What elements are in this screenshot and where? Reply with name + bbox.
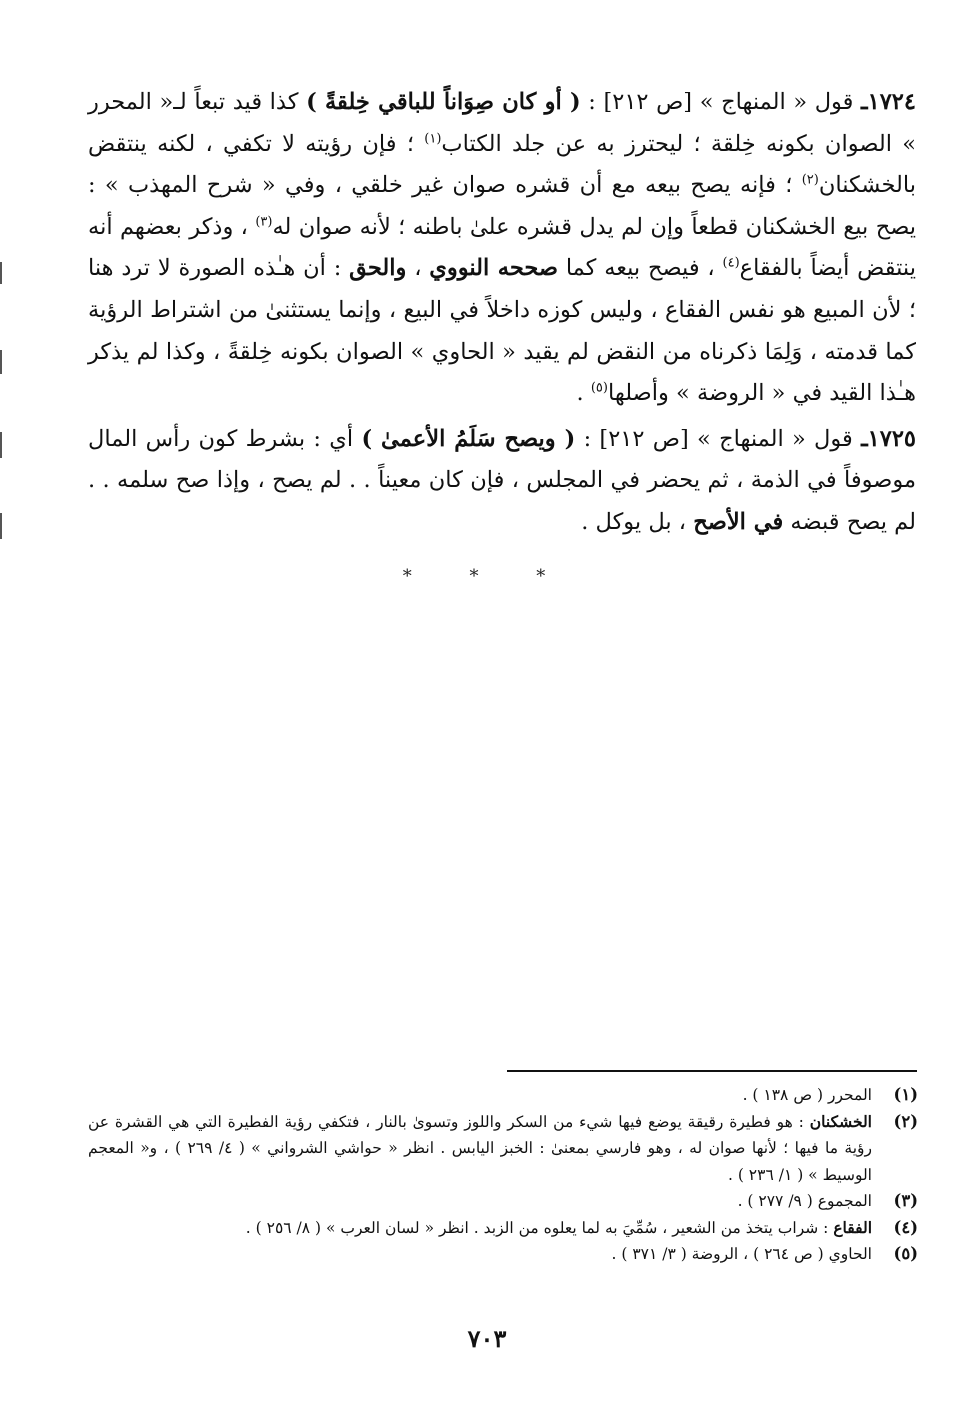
footnote-number: (١) [893, 1085, 918, 1104]
scan-edge-mark [0, 262, 2, 284]
bold-phrase: والحق [349, 255, 407, 282]
scan-edge-mark [0, 432, 2, 458]
footnote-ref[interactable]: (٥) [590, 380, 608, 396]
bold-phrase: صححه النووي [429, 255, 558, 282]
footnote-divider [507, 1070, 917, 1072]
paragraph-1724: ١٧٢٤ـ قول « المنهاج » [ص ٢١٢] : ( أو كان صِوَاناً للباقي خِلقةً ) كذا قيد تبعاً لـ« المحرر » الصوان بكونه خِلقة ؛ ليحترز به عن جلد الكتاب$^{(١)}$ ؛ فإن رؤيته لا تكفي ، لكنه ينتقض بالخشكنان$^{(٢)}$ ؛ فإنه يصح بيعه مع أن قشره صوان غير خلقي ، وفي « شرح المهذب » : يصح بيع الخشكنان قطعاً وإن لم يدل قشره علىٰ باطنه ؛ لأنه صوان له$^{(٣)}$ ، وذكر بعضهم أنه ينتقض أيضاً بالفقاع$^{(٤)}$ ، فيصح بيعه كما صححه النووي ، والحق : أن هـٰذه الصورة لا ترد هنا ؛ لأن المبيع هو نفس الفقاع ، وليس كوزه داخلاً في البيع ، وإنما يستثنىٰ من اشتراط الرؤية كما قدمته ، وَلِمَا ذكرناه من النقض لم يقيد « الحاوي » الصوان بكونه خِلقةً ، وكذا لم يذكر هـٰذا القيد في « الروضة » وأصلها$^{(٥)}$ . [88, 89, 916, 407]
paragraph-number: ١٧٢٤ـ [861, 89, 916, 115]
footnote: (١) المحرر ( ص ١٣٨ ) . [88, 1082, 918, 1109]
footnote-number: (٣) [893, 1191, 918, 1210]
paragraph-number: ١٧٢٥ـ [861, 425, 916, 452]
scan-edge-mark [0, 350, 2, 374]
quoted-matn: ( أو كان صِوَاناً للباقي خِلقةً ) [306, 89, 581, 115]
footnote-term: الفقاع [833, 1217, 872, 1237]
footnote: (٢) الخشكنان : هو فطيرة رقيقة يوضع فيها شيء من السكر واللوز وتسوىٰ بالنار ، فتكفي رؤية الفطيرة التي هي القشرة عن رؤية ما فيها ؛ لأنها صوان له ، وهو فارسي بمعنىٰ : الخبز اليابس . انظر « حواشي الشرواني » ( ٤/ ٢٦٩ ) ، و« المعجم الوسيط » ( ١/ ٢٣٦ ) . [88, 1109, 918, 1189]
quoted-matn: ( ويصح سَلَمُ الأعمىٰ ) [361, 425, 576, 452]
footnote: (٤) الفقاع : شراب يتخذ من الشعير ، سُمِّيَ به لما يعلوه من الزبد . انظر « لسان العرب » ( ٨/ ٢٥٦ ) . [88, 1215, 918, 1242]
footnote-number: (٥) [893, 1244, 918, 1263]
footnote-ref[interactable]: (١) [424, 131, 442, 147]
footnote-number: (٤) [893, 1217, 918, 1237]
main-text [88, 82, 916, 544]
footnotes [88, 1082, 918, 1268]
scan-edge-mark [0, 513, 2, 539]
page-number: ٧٠٣ [467, 1324, 507, 1353]
paragraph-1725: ١٧٢٥ـ قول « المنهاج » [ص ٢١٢] : ( ويصح سَلَمُ الأعمىٰ ) أي : بشرط كون رأس المال موصوفاً في الذمة ، ثم يحضر في المجلس ، فإن كان معيناً . . لم يصح ، وإذا صح سلمه . . لم يصح قبضه في الأصح ، بل يوكل . [88, 425, 916, 535]
footnote-ref[interactable]: (٢) [801, 172, 819, 188]
footnote-term: الخشكنان [809, 1111, 872, 1131]
footnote: (٥) الحاوي ( ص ٢٦٤ ) ، الروضة ( ٣/ ٣٧١ ) . [88, 1241, 918, 1268]
bold-phrase: في الأصح [693, 508, 784, 535]
footnote-number: (٢) [893, 1111, 918, 1131]
footnote-ref[interactable]: (٤) [722, 255, 740, 271]
footnote: (٣) المجموع ( ٩/ ٢٧٧ ) . [88, 1188, 918, 1215]
footnote-ref[interactable]: (٣) [255, 214, 273, 230]
section-separator: * * * [402, 566, 572, 587]
